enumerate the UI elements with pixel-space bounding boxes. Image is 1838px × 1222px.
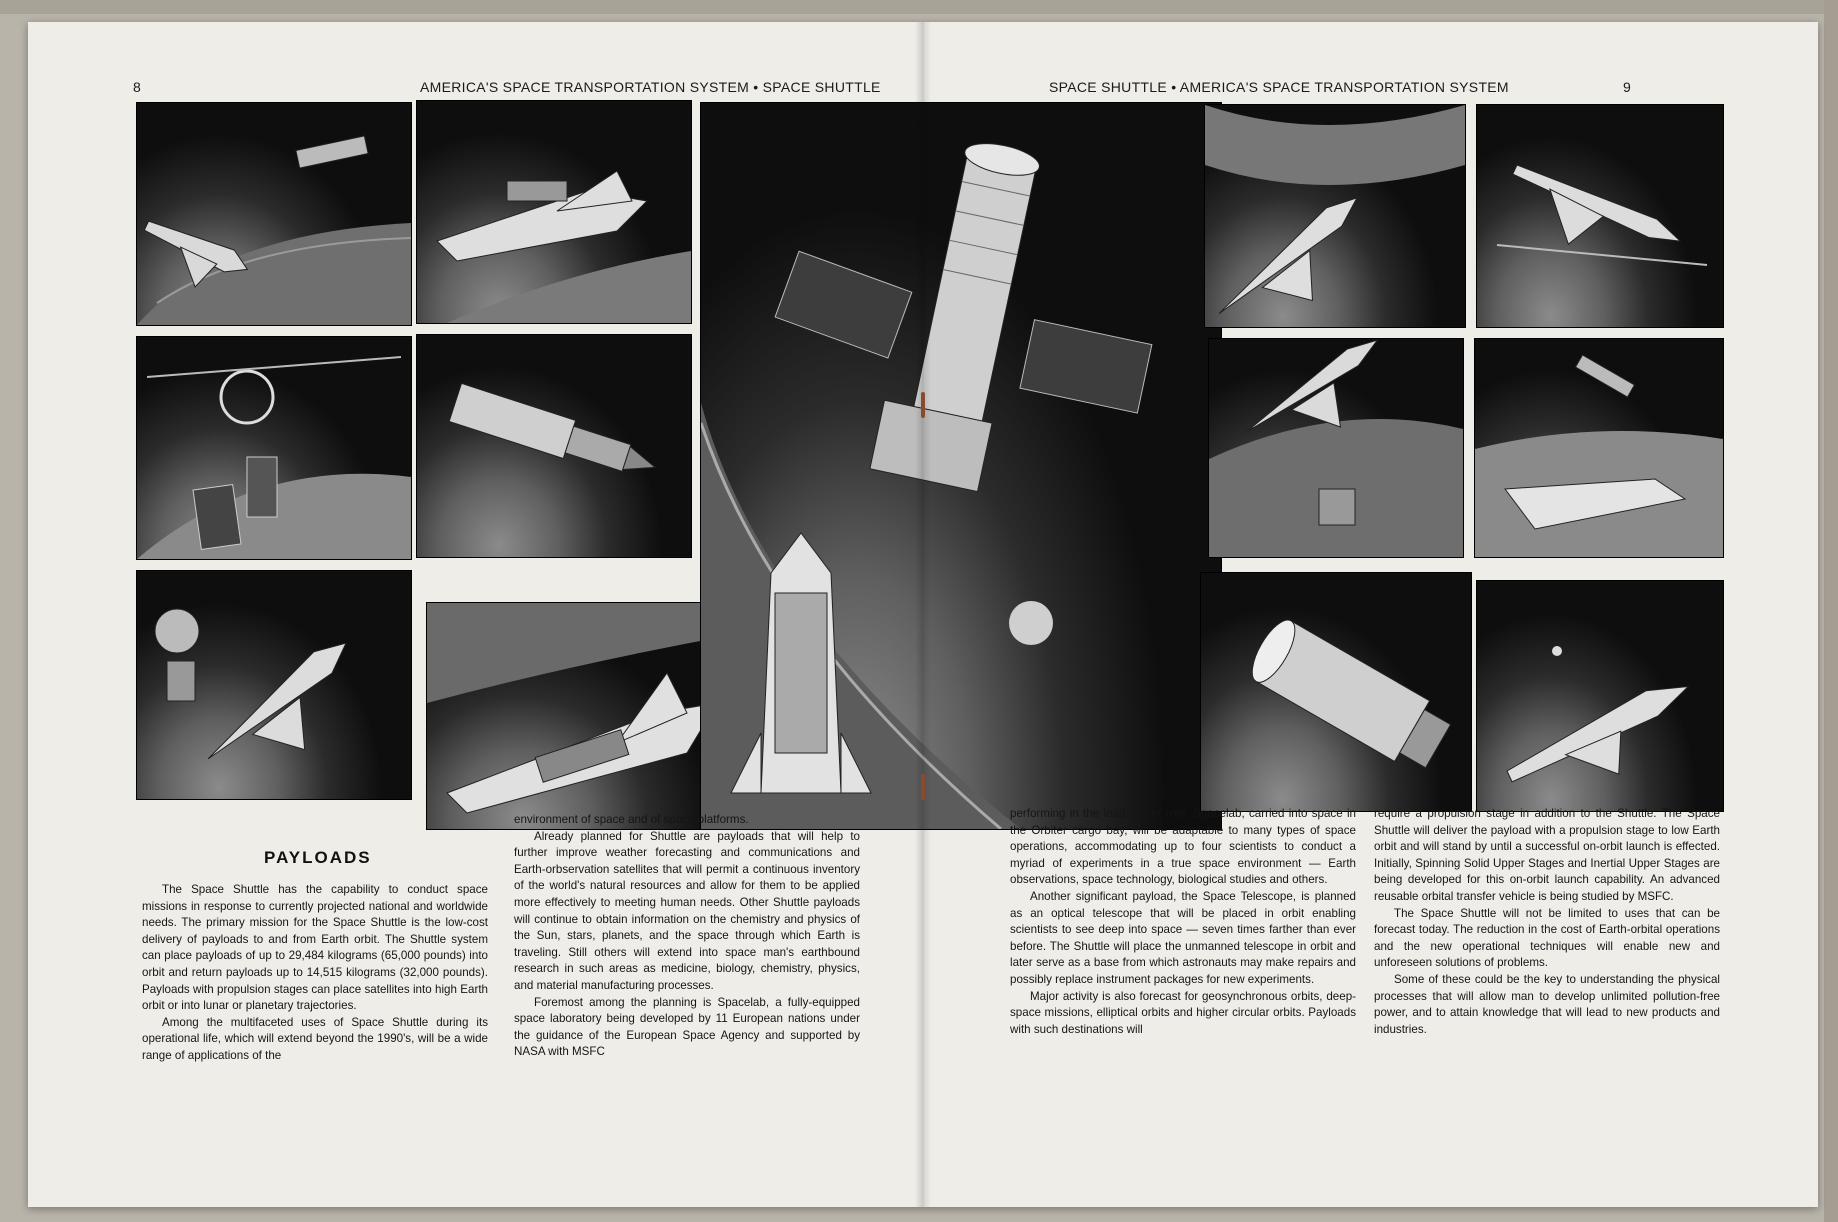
paragraph: Among the multifaceted uses of Space Shuttle during its operational life, which will extend beyond the 1990's, will be a wide range of applications of the [142,1015,488,1062]
shuttle-illustration-icon [1477,581,1723,811]
illustration-satellite-retrieval [136,336,412,560]
paragraph: Another significant payload, the Space Telescope, is planned as an optical telescope that will be placed in orbit enabling scientists to see deep into space — seven times farther than ever before. The Shuttle will place the unmanned telescope in orbit and later serve as a base from which astronauts may make repairs and possibly replace instrument packages for new experiments. [1010,889,1356,986]
illustration-shuttle-earth-orbit [1204,104,1466,328]
illustration-orbital-transfer-vehicle [1474,338,1724,558]
space-telescope-icon [1201,573,1471,811]
text-column-2 [514,812,860,1061]
illustration-shuttle-upper-stage-deploy [1476,104,1724,328]
illustration-shuttle-spacelab [426,602,744,830]
paragraph: require a propulsion stage in addition to the Shuttle. The Space Shuttle will deliver the payload with a propulsion stage to low Earth orbit and will stand by until a successful on-orbit launch is effected. Initially, Spinning Solid Upper Stages and Inertial Upper Stages are being developed for this on-orbit launch capability. An advanced reusable orbital transfer vehicle is being studied by MSFC. [1374,807,1720,903]
text-column-3 [1010,806,1356,1038]
paragraph: The Space Shuttle will not be limited to uses that can be forecast today. The reduction in the cost of Earth-orbital operations and the new operational techniques will enable new and unforeseen solutions of problems. [1374,906,1720,970]
article-title: PAYLOADS [264,848,372,867]
shuttle-illustration-icon [1209,339,1463,557]
page-number-left: 8 [133,79,141,95]
shuttle-illustration-icon [1477,105,1723,327]
spacecraft-illustration-icon [1475,339,1723,557]
running-head-right: SPACE SHUTTLE • AMERICA'S SPACE TRANSPORTATION SYSTEM [1049,79,1509,95]
page-number-right: 9 [1623,79,1631,95]
illustration-space-telescope-closeup [1200,572,1472,812]
illustration-space-telescope-center [700,102,1222,830]
satellite-illustration-icon [137,337,411,559]
shuttle-illustration-icon [137,103,411,325]
illustration-shuttle-deploying-satellite [136,102,412,326]
magazine-spread [28,22,1818,1207]
paragraph: Major activity is also forecast for geosynchronous orbits, deep-space missions, elliptical orbits and higher circular orbits. Payloads with such destinations will [1010,989,1356,1036]
rocket-stage-icon [417,335,691,557]
text-column-1 [142,882,488,1065]
spine-gutter [915,22,931,1207]
tabletop-edge [1824,0,1838,1222]
illustration-upper-stage [416,334,692,558]
staple-bottom [921,774,925,800]
paragraph: Foremost among the planning is Spacelab, a fully-equipped space laboratory being developed by 11 European nations under the guidance of the European Space Agency and supported by NASA with MSFC [514,995,860,1059]
paragraph: environment of space and of space platforms. [514,813,749,826]
staple-top [921,392,925,418]
illustration-shuttle-payload-bay [416,100,692,324]
illustration-shuttle-docking [1476,580,1724,812]
space-telescope-icon [701,103,1221,829]
text-column-4 [1374,806,1720,1038]
tabletop [0,0,1838,14]
paragraph: The Space Shuttle has the capability to conduct space missions in response to currently projected national and worldwide needs. The primary mission for the Space Shuttle is the low-cost delivery of payloads to and from Earth orbit. The Shuttle system can place payloads of up to 29,484 kilograms (65,000 pounds) into orbit and return payloads up to 14,515 kilograms (32,000 pounds). Payloads with propulsion stages can place satellites into high Earth orbit or into lunar or planetary trajectories. [142,883,488,1013]
running-head-left: AMERICA'S SPACE TRANSPORTATION SYSTEM • SPACE SHUTTLE [420,79,881,95]
shuttle-illustration-icon [427,603,743,829]
paragraph: Already planned for Shuttle are payloads that will help to further improve weather forecasting and communications and Earth-orbservation satellites that will permit a continuous inventory of the world's natural resources and allow for them to be applied more effectively to meeting human needs. Other Shuttle payloads will continue to obtain information on the chemistry and physics of the Sun, stars, planets, and the space through which Earth is traveling. Still others will extend into space man's earthbound research in such areas as medicine, biology, chemistry, physics, and material manufacturing processes. [514,829,860,992]
shuttle-illustration-icon [1205,105,1465,327]
illustration-shuttle-eva [136,570,412,800]
shuttle-illustration-icon [417,101,691,323]
paragraph: Some of these could be the key to understanding the physical processes that will allow man to develop unlimited pollution-free power, and to attain knowledge that will lead to new products and industries. [1374,972,1720,1036]
paragraph: performing in the lead center role. Spacelab, carried into space in the Orbiter cargo bay, will be adaptable to many types of space operations, accommodating up to four scientists to conduct a myriad of experiments in a true space environment — Earth observations, space technology, biological studies and others. [1010,807,1356,887]
illustration-shuttle-manipulator [1208,338,1464,558]
shuttle-illustration-icon [137,571,411,799]
